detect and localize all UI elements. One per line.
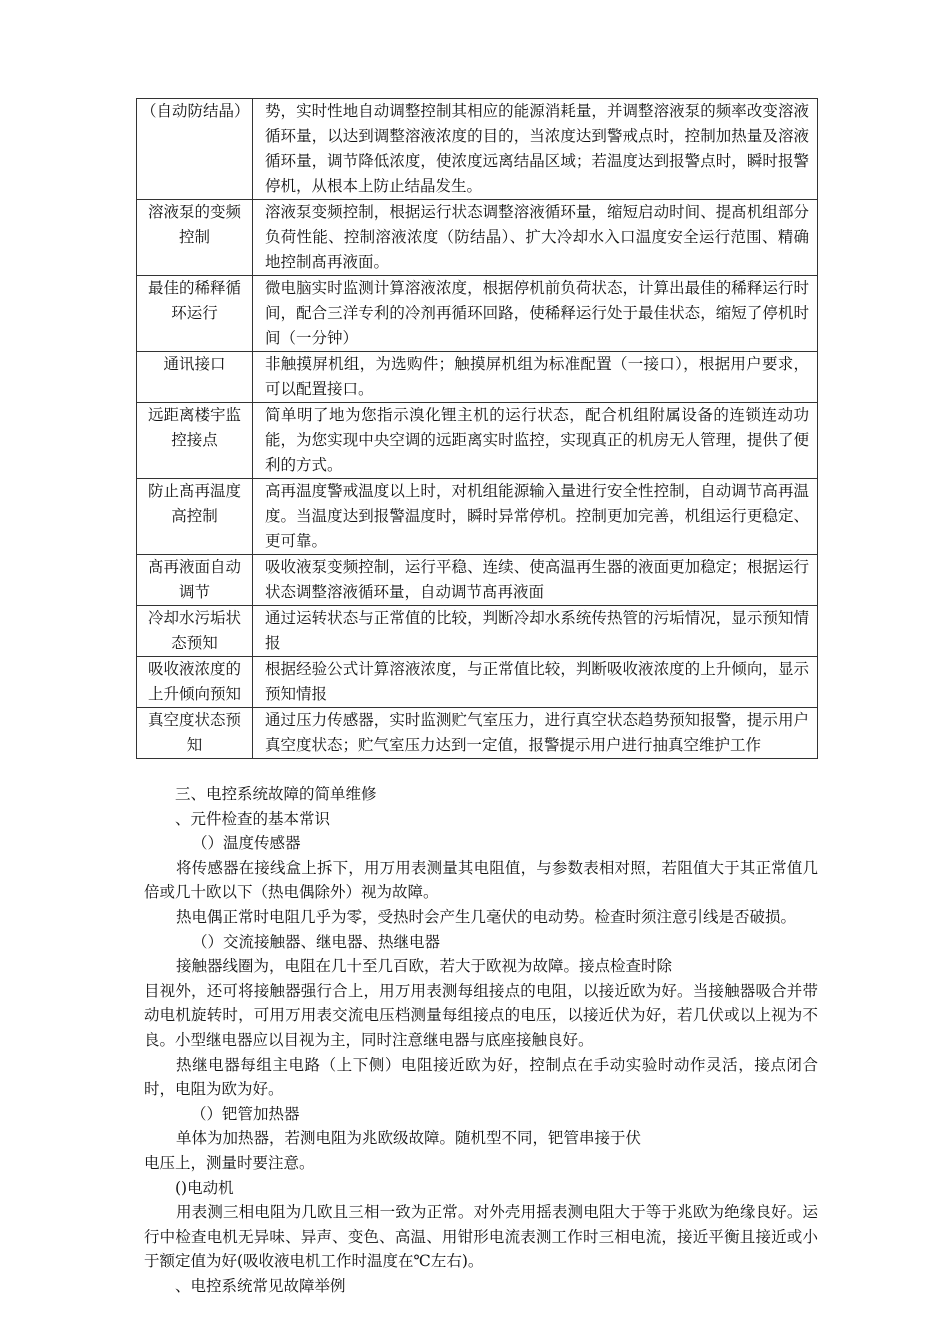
paragraph: 热继电器每组主电路（上下侧）电阻接近欧为好，控制点在手动实验时动作灵活，接点闭合时，电阻为欧为好。: [144, 1055, 818, 1099]
row-description: 吸收液泵变频控制，运行平稳、连续、使高温再生器的液面更加稳定；根据运行状态调整溶液循环量，自动调节髙再液面: [253, 555, 818, 606]
table-row: [137, 200, 818, 276]
section-heading: 三、电控系统故障的简单维修: [175, 785, 377, 803]
item-heading: （）钯管加热器: [191, 1104, 300, 1123]
row-label: 冷却水污垢状态预知: [137, 606, 253, 657]
row-label: 髙再液面自动调节: [137, 555, 253, 606]
item-heading: ()电动机: [175, 1178, 234, 1197]
row-label: 吸收液浓度的上升倾向预知: [137, 657, 253, 708]
paragraph: 将传感器在接线盒上拆下，用万用表测量其电阻值，与参数表相对照，若阻值大于其正常值几倍或几十欧以下（热电偶除外）视为故障。: [144, 858, 818, 902]
row-description: 通过运转状态与正常值的比较，判断冷却水系统传热管的污垢情况，显示预知情报: [253, 606, 818, 657]
row-label: 溶液泵的变频控制: [137, 200, 253, 276]
subsection-heading: 、电控系统常见故障举例: [175, 1276, 346, 1295]
item-heading: （）交流接触器、继电器、热继电器: [192, 932, 441, 951]
paragraph: 电压上，测量时要注意。: [144, 1153, 315, 1172]
row-label: 防止髙再温度高控制: [137, 479, 253, 555]
table-row: [137, 708, 818, 759]
table-row: [137, 99, 818, 200]
row-description: 微电脑实时监测计算溶液浓度，根据停机前负荷状态，计算出最佳的稀释运行时间，配合三洋专利的冷剂再循环回路，使稀释运行处于最佳状态，缩短了停机时间（一分钟）: [253, 276, 818, 352]
paragraph: 热电偶正常时电阻几乎为零，受热时会产生几毫伏的电动势。检查时须注意引线是否破损。: [176, 907, 797, 926]
body-text: [144, 782, 818, 1298]
row-label: 远距离楼宇监控接点: [137, 403, 253, 479]
row-label: （自动防结晶）: [137, 99, 253, 200]
table-row: [137, 352, 818, 403]
row-description: 简单明了地为您指示溴化锂主机的运行状态，配合机组附属设备的连锁连动功能，为您实现中央空调的远距离实时监控，实现真正的机房无人管理，提供了便利的方式。: [253, 403, 818, 479]
table-row: [137, 606, 818, 657]
paragraph: 接触器线圈为，电阻在几十至几百欧，若大于欧视为故障。接点检查时除: [176, 957, 673, 976]
paragraph: 目视外，还可将接触器强行合上，用万用表测每组接点的电阻，以接近欧为好。当接触器吸合并带动电机旋转时，可用万用表交流电压档测量每组接点的电压，以接近伏为好，若几伏或以上视为不良。小型继电器应以目视为主，同时注意继电器与底座接触良好。: [144, 981, 818, 1049]
function-table: [136, 98, 818, 759]
row-label: 通讯接口: [137, 352, 253, 403]
table-row: [137, 479, 818, 555]
paragraph: 用表测三相电阻为几欧且三相一致为正常。对外壳用摇表测电阻大于等于兆欧为绝缘良好。运行中检查电机无异味、异声、变色、高温、用钳形电流表测工作时三相电流，接近平衡且接近或小于额定值为好(吸收液电机工作时温度在℃左右)。: [144, 1203, 818, 1271]
row-description: 势，实时性地自动调整控制其相应的能源消耗量，并调整溶液泵的频率改变溶液循环量，以达到调整溶液浓度的目的，当浓度达到警戒点时，控制加热量及溶液循环量，调节降低浓度，使浓度远离结晶区域；若温度达到报警点时，瞬时报警停机，从根本上防止结晶发生。: [253, 99, 818, 200]
table-row: [137, 403, 818, 479]
row-description: 根据经验公式计算溶液浓度，与正常值比较，判断吸收液浓度的上升倾向，显示预知情报: [253, 657, 818, 708]
table-row: [137, 657, 818, 708]
row-description: 溶液泵变频控制，根据运行状态调整溶液循环量，缩短启动时间、提髙机组部分负荷性能、控制溶液浓度（防结晶）、扩大冷却水入口温度安全运行范围、精确地控制髙再液面。: [253, 200, 818, 276]
paragraph: 单体为加热器，若测电阻为兆欧级故障。随机型不同，钯管串接于伏: [176, 1129, 642, 1148]
table-row: [137, 555, 818, 606]
row-description: 高再温度警戒温度以上时，对机组能源输入量进行安全性控制，自动调节高再温度。当温度达到报警温度时，瞬时异常停机。控制更加完善，机组运行更稳定、更可靠。: [253, 479, 818, 555]
item-heading: （）温度传感器: [192, 834, 301, 853]
row-label: 真空度状态预知: [137, 708, 253, 759]
row-label: 最佳的稀释循环运行: [137, 276, 253, 352]
subsection-heading: 、元件检查的基本常识: [175, 809, 331, 828]
row-description: 非触摸屏机组，为选购件；触摸屏机组为标准配置（一接口），根据用户要求，可以配置接口。: [253, 352, 818, 403]
row-description: 通过压力传感器，实时监测贮气室压力，进行真空状态趋势预知报警，提示用户真空度状态；贮气室压力达到一定值，报警提示用户进行抽真空维护工作: [253, 708, 818, 759]
table-row: [137, 276, 818, 352]
